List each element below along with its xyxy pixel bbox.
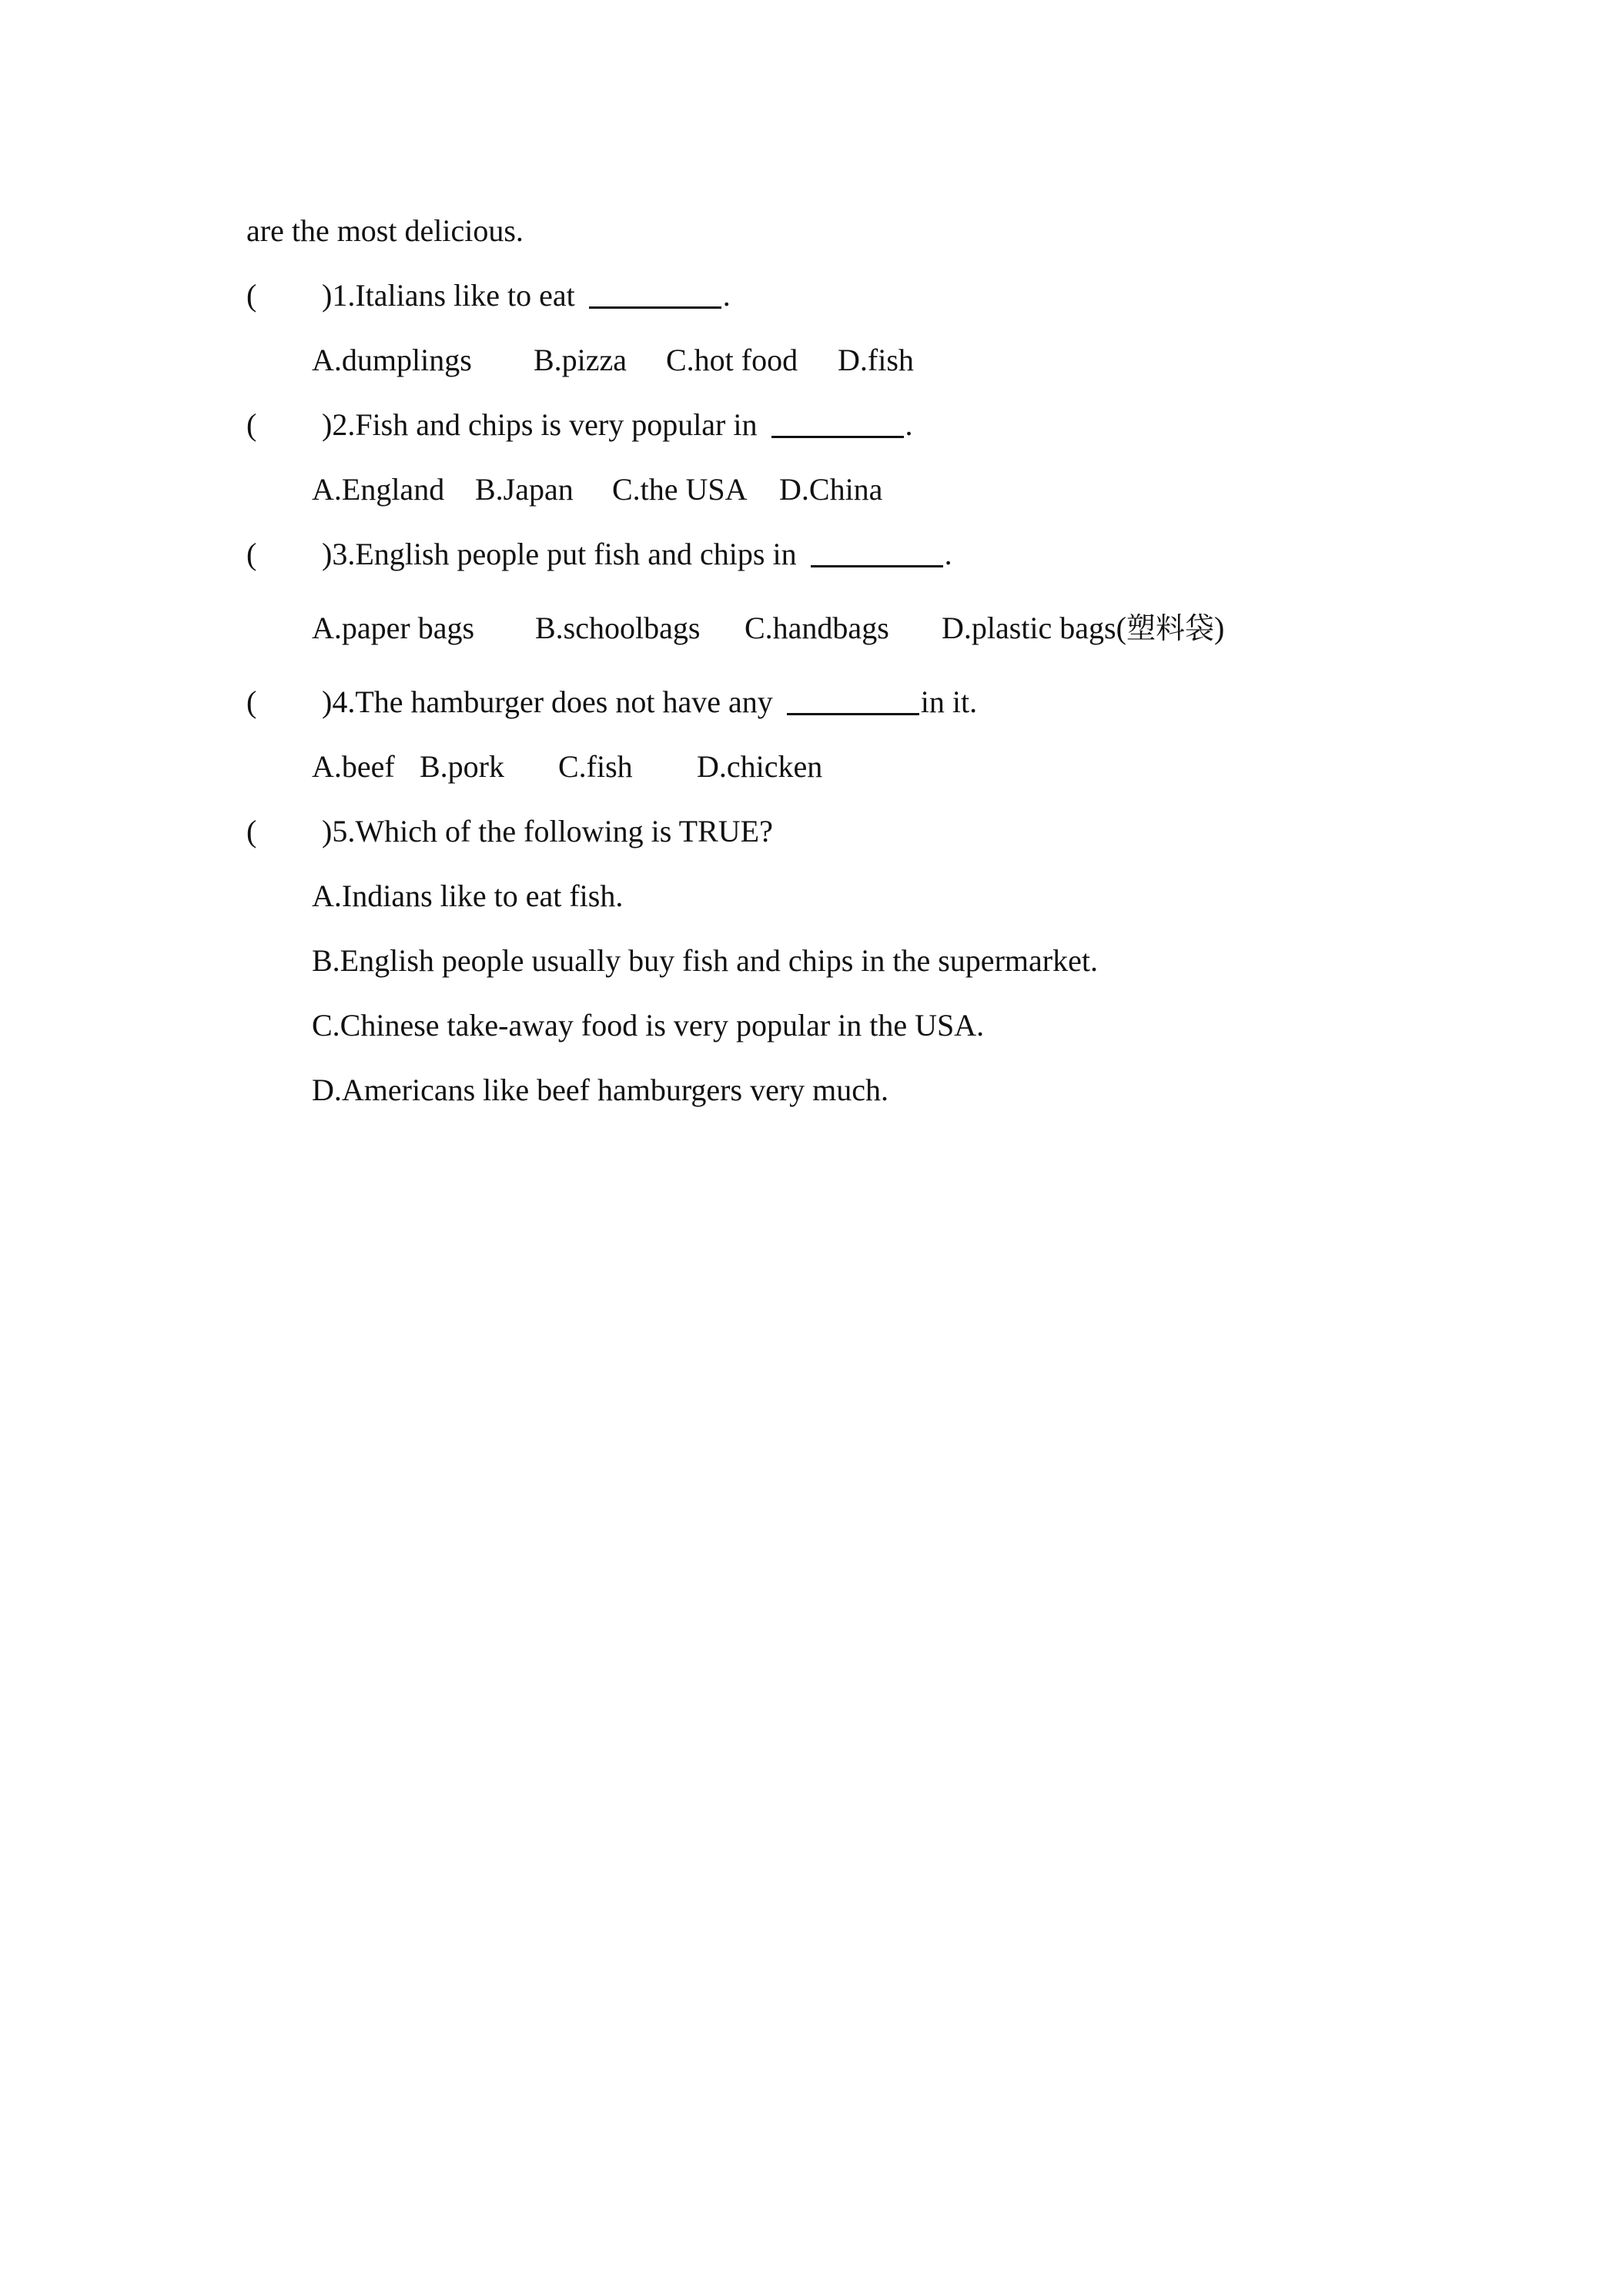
passage-tail: are the most delicious. xyxy=(246,213,524,248)
question-2-options xyxy=(312,471,1005,508)
question-4-stem xyxy=(246,684,977,721)
option-b: B.pork xyxy=(420,749,504,784)
option-a: A.dumplings xyxy=(312,343,472,377)
option-b: B.schoolbags xyxy=(535,611,701,645)
question-5-text: )5.Which of the following is TRUE? xyxy=(322,814,773,848)
answer-paren-open: ( xyxy=(246,278,257,313)
answer-paren-open: ( xyxy=(246,537,257,571)
question-1-options xyxy=(312,342,1005,379)
option-a: A.paper bags xyxy=(312,611,475,645)
question-1-text: )1.Italians like to eat xyxy=(322,278,575,313)
question-1-stem xyxy=(246,277,731,314)
question-5-option-b: B.English people usually buy fish and chips in the supermarket. xyxy=(312,943,1098,978)
option-a: A.beef xyxy=(312,749,395,784)
answer-paren-open: ( xyxy=(246,407,257,442)
option-d-text: D.plastic bags( xyxy=(942,611,1126,645)
option-c: C.fish xyxy=(558,749,633,784)
question-2-stem xyxy=(246,407,913,443)
question-3-text-after: . xyxy=(944,537,952,571)
option-d: D.fish xyxy=(838,343,914,377)
question-3-stem xyxy=(246,536,952,573)
option-d: D.chicken xyxy=(697,749,823,784)
question-2-text: )2.Fish and chips is very popular in xyxy=(322,407,758,442)
question-4-text-after: in it. xyxy=(920,684,978,719)
question-4-options xyxy=(312,748,1005,785)
question-4-text: )4.The hamburger does not have any xyxy=(322,684,773,719)
question-5-option-d: D.Americans like beef hamburgers very much. xyxy=(312,1073,889,1107)
question-1-text-after: . xyxy=(722,278,731,313)
question-5-option-c: C.Chinese take-away food is very popular in the USA. xyxy=(312,1008,985,1043)
option-d-close: ) xyxy=(1213,611,1225,645)
answer-blank xyxy=(771,413,904,438)
option-c: C.the USA xyxy=(612,472,748,507)
answer-paren-open: ( xyxy=(246,814,257,848)
option-a: A.England xyxy=(312,472,445,507)
question-3-options xyxy=(312,610,1313,647)
option-d-gloss: 塑料袋 xyxy=(1126,611,1214,645)
option-b: B.pizza xyxy=(534,343,627,377)
answer-blank xyxy=(811,542,943,567)
option-b: B.Japan xyxy=(475,472,574,507)
question-5-stem xyxy=(246,813,773,850)
option-d xyxy=(942,610,1224,647)
option-c: C.handbags xyxy=(745,611,889,645)
answer-blank xyxy=(589,283,721,309)
answer-paren-open: ( xyxy=(246,684,257,719)
question-3-text: )3.English people put fish and chips in xyxy=(322,537,797,571)
question-2-text-after: . xyxy=(905,407,913,442)
option-d: D.China xyxy=(779,472,883,507)
option-c: C.hot food xyxy=(666,343,798,377)
answer-blank xyxy=(787,690,919,715)
question-5-option-a: A.Indians like to eat fish. xyxy=(312,879,624,913)
